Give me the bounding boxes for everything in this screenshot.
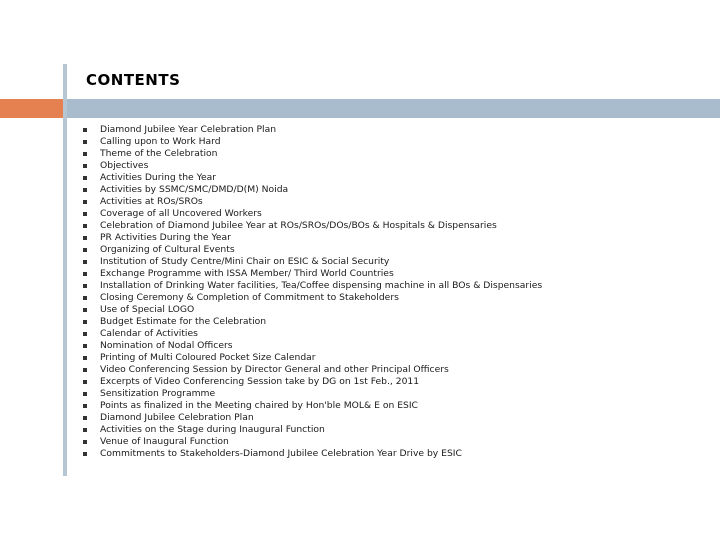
- bullet-icon: [83, 200, 87, 204]
- list-item: [83, 196, 542, 208]
- bullet-icon: [83, 416, 87, 420]
- bullet-icon: [83, 404, 87, 408]
- bullet-icon: [83, 440, 87, 444]
- list-item: [83, 244, 542, 256]
- list-item-text: Diamond Jubilee Celebration Plan: [100, 412, 254, 423]
- list-item: [83, 328, 542, 340]
- bullet-icon: [83, 176, 87, 180]
- list-item-text: Nomination of Nodal Officers: [100, 340, 233, 351]
- list-item-text: Venue of Inaugural Function: [100, 436, 229, 447]
- orange-accent-bar: [0, 99, 63, 118]
- bullet-icon: [83, 272, 87, 276]
- list-item: [83, 292, 542, 304]
- list-item-text: Commitments to Stakeholders-Diamond Jubilee Celebration Year Drive by ESIC: [100, 448, 462, 459]
- bullet-icon: [83, 380, 87, 384]
- list-item: [83, 424, 542, 436]
- list-item: [83, 220, 542, 232]
- list-item-text: Installation of Drinking Water facilities, Tea/Coffee dispensing machine in all BOs & Dispensaries: [100, 280, 543, 291]
- list-item-text: Activities on the Stage during Inaugural Function: [100, 424, 325, 435]
- list-item: [83, 232, 542, 244]
- list-item-text: Budget Estimate for the Celebration: [100, 316, 267, 327]
- list-item-text: Institution of Study Centre/Mini Chair on ESIC & Social Security: [100, 256, 390, 267]
- title-underline-band: [67, 99, 720, 118]
- list-item-text: Celebration of Diamond Jubilee Year at ROs/SROs/DOs/BOs & Hospitals & Dispensaries: [100, 220, 497, 231]
- list-item: [83, 448, 542, 460]
- bullet-icon: [83, 308, 87, 312]
- list-item-text: Activities During the Year: [100, 172, 217, 183]
- list-item: [83, 436, 542, 448]
- bullet-icon: [83, 296, 87, 300]
- list-item: [83, 376, 542, 388]
- list-item-text: Use of Special LOGO: [100, 304, 195, 315]
- list-item-text: Activities at ROs/SROs: [100, 196, 203, 207]
- list-item-text: Sensitization Programme: [100, 388, 216, 399]
- list-item: [83, 316, 542, 328]
- slide-title: CONTENTS: [86, 71, 181, 89]
- bullet-icon: [83, 188, 87, 192]
- list-item-text: Activities by SSMC/SMC/DMD/D(M) Noida: [100, 184, 289, 195]
- bullet-icon: [83, 224, 87, 228]
- list-item-text: Closing Ceremony & Completion of Commitment to Stakeholders: [100, 292, 399, 303]
- list-item: [83, 208, 542, 220]
- list-item-text: Excerpts of Video Conferencing Session take by DG on 1st Feb., 2011: [100, 376, 420, 387]
- list-item: [83, 388, 542, 400]
- list-item-text: Objectives: [100, 160, 149, 171]
- list-item: [83, 184, 542, 196]
- bullet-icon: [83, 284, 87, 288]
- list-item-text: Diamond Jubilee Year Celebration Plan: [100, 124, 277, 135]
- bullet-icon: [83, 368, 87, 372]
- bullet-icon: [83, 332, 87, 336]
- list-item-text: Printing of Multi Coloured Pocket Size Calendar: [100, 352, 316, 363]
- list-item-text: Video Conferencing Session by Director General and other Principal Officers: [100, 364, 449, 375]
- list-item: [83, 160, 542, 172]
- list-item: [83, 148, 542, 160]
- list-item: [83, 280, 542, 292]
- bullet-icon: [83, 428, 87, 432]
- list-item: [83, 136, 542, 148]
- list-item: [83, 400, 542, 412]
- list-item: [83, 304, 542, 316]
- bullet-icon: [83, 320, 87, 324]
- bullet-icon: [83, 356, 87, 360]
- list-item-text: Organizing of Cultural Events: [100, 244, 235, 255]
- bullet-icon: [83, 344, 87, 348]
- list-item-text: Calendar of Activities: [100, 328, 198, 339]
- bullet-icon: [83, 248, 87, 252]
- list-item-text: Calling upon to Work Hard: [100, 136, 221, 147]
- list-item-text: Exchange Programme with ISSA Member/ Third World Countries: [100, 268, 394, 279]
- list-item: [83, 352, 542, 364]
- bullet-icon: [83, 452, 87, 456]
- list-item-text: Points as finalized in the Meeting chaired by Hon'ble MOL& E on ESIC: [100, 400, 418, 411]
- list-item: [83, 256, 542, 268]
- bullet-icon: [83, 260, 87, 264]
- bullet-icon: [83, 236, 87, 240]
- bullet-icon: [83, 392, 87, 396]
- vertical-divider: [63, 64, 67, 476]
- list-item-text: PR Activities During the Year: [100, 232, 231, 243]
- list-item: [83, 412, 542, 424]
- list-item: [83, 364, 542, 376]
- bullet-icon: [83, 152, 87, 156]
- contents-list: [83, 124, 542, 460]
- bullet-icon: [83, 212, 87, 216]
- list-item-text: Theme of the Celebration: [100, 148, 218, 159]
- list-item: [83, 172, 542, 184]
- bullet-icon: [83, 128, 87, 132]
- list-item: [83, 340, 542, 352]
- bullet-icon: [83, 140, 87, 144]
- list-item-text: Coverage of all Uncovered Workers: [100, 208, 262, 219]
- list-item: [83, 268, 542, 280]
- bullet-icon: [83, 164, 87, 168]
- list-item: [83, 124, 542, 136]
